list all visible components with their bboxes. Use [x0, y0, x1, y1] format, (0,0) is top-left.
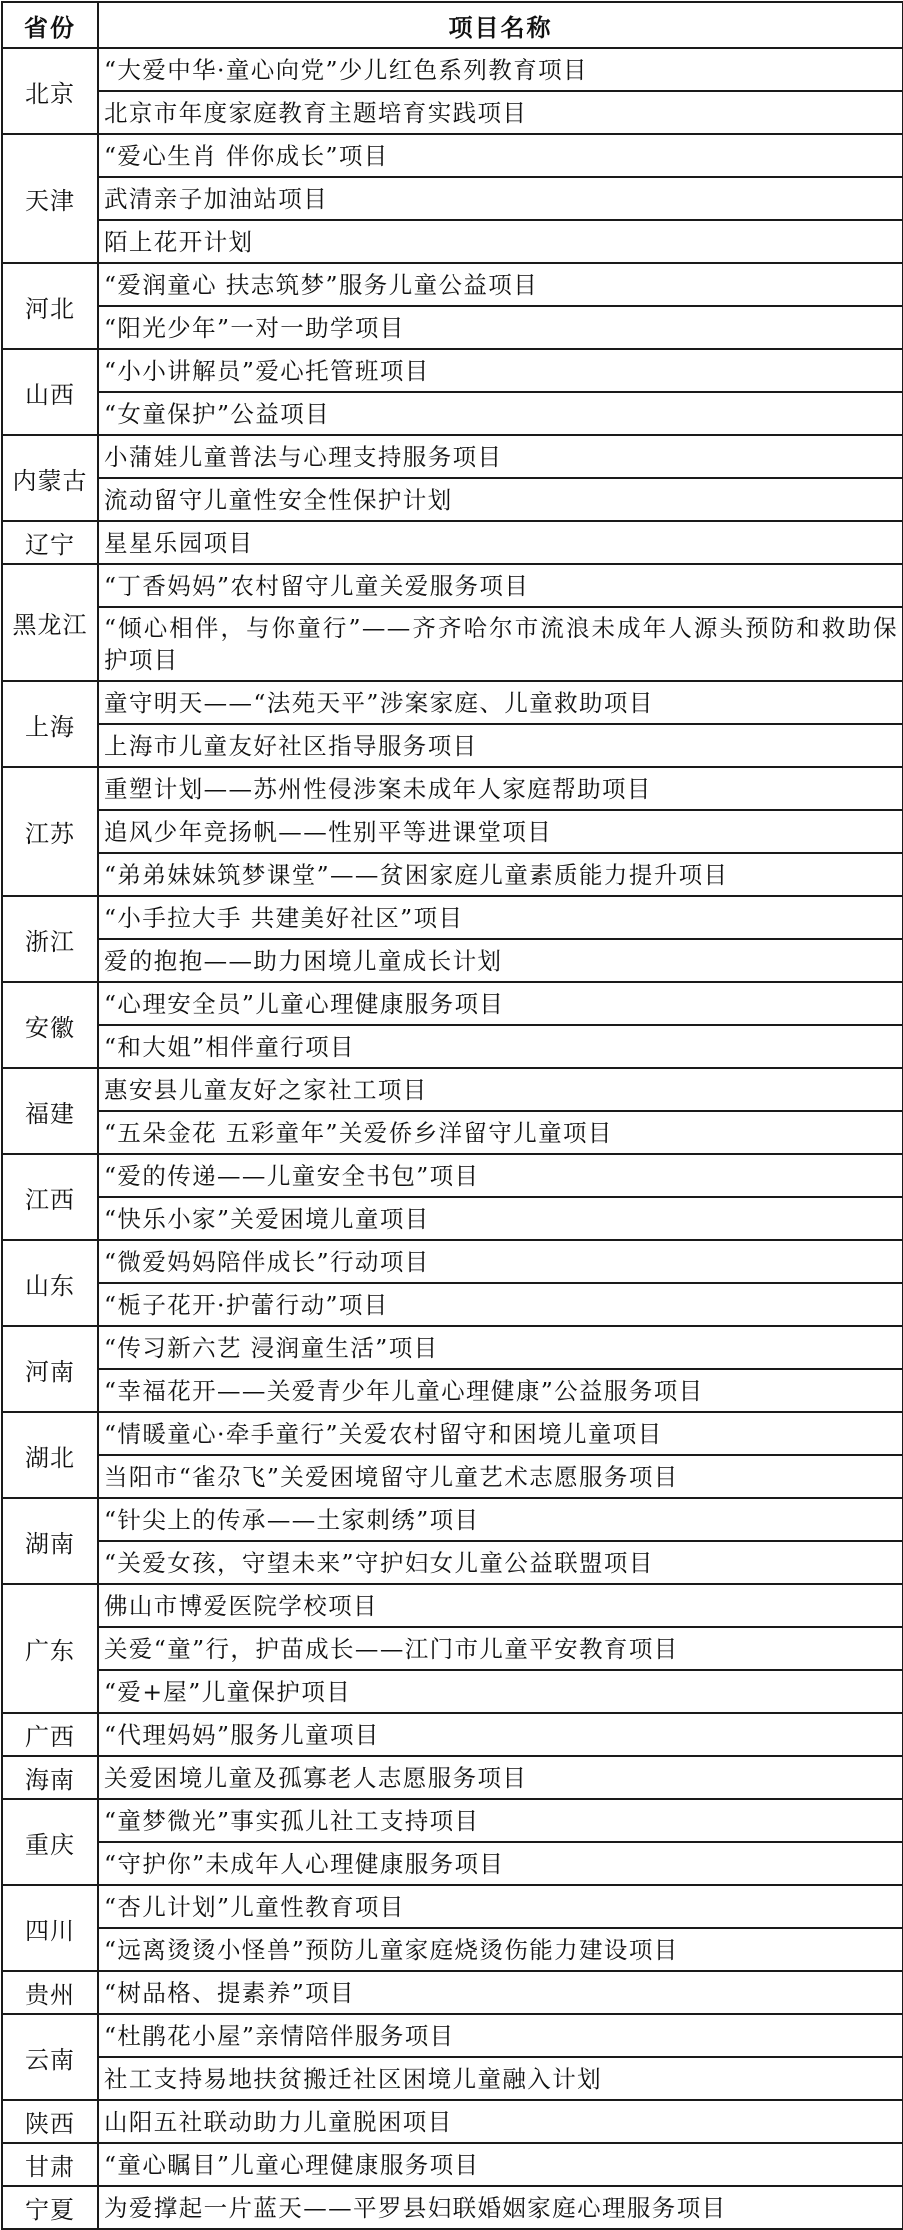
project-name-cell: “栀子花开·护蕾行动”项目: [98, 1283, 903, 1326]
project-name-cell: 当阳市“雀尕飞”关爱困境留守儿童艺术志愿服务项目: [98, 1455, 903, 1498]
table-row: [2, 896, 903, 939]
province-cell: 内蒙古: [2, 435, 98, 521]
project-name-cell: “和大姐”相伴童行项目: [98, 1025, 903, 1068]
project-name-cell: “爱的传递——儿童安全书包”项目: [98, 1154, 903, 1197]
province-cell: 陕西: [2, 2100, 98, 2143]
project-name-cell: “幸福花开——关爱青少年儿童心理健康”公益服务项目: [98, 1369, 903, 1412]
project-name-cell: “针尖上的传承——土家刺绣”项目: [98, 1498, 903, 1541]
project-name-cell: 流动留守儿童性安全性保护计划: [98, 478, 903, 521]
project-name-cell: 武清亲子加油站项目: [98, 177, 903, 220]
table-row: [2, 1326, 903, 1369]
table-row: [2, 1971, 903, 2014]
province-cell: 贵州: [2, 1971, 98, 2014]
province-cell: 山东: [2, 1240, 98, 1326]
project-name-cell: “倾心相伴，与你童行”——齐齐哈尔市流浪未成年人源头预防和救助保护项目: [98, 607, 903, 681]
project-name-cell: 童守明天——“法苑天平”涉案家庭、儿童救助项目: [98, 681, 903, 724]
header-row: [2, 2, 903, 48]
table-row: [2, 349, 903, 392]
project-name-cell: “树品格、提素养”项目: [98, 1971, 903, 2014]
province-cell: 湖南: [2, 1498, 98, 1584]
province-cell: 湖北: [2, 1412, 98, 1498]
province-cell: 宁夏: [2, 2186, 98, 2229]
table-row: [2, 853, 903, 896]
table-row: [2, 1283, 903, 1326]
table-row: [2, 2186, 903, 2229]
province-cell: 福建: [2, 1068, 98, 1154]
project-name-cell: 惠安县儿童友好之家社工项目: [98, 1068, 903, 1111]
project-name-cell: 山阳五社联动助力儿童脱困项目: [98, 2100, 903, 2143]
table-row: [2, 810, 903, 853]
project-name-cell: “弟弟妹妹筑梦课堂”——贫困家庭儿童素质能力提升项目: [98, 853, 903, 896]
province-cell: 河北: [2, 263, 98, 349]
table-row: [2, 1412, 903, 1455]
province-cell: 甘肃: [2, 2143, 98, 2186]
project-name-cell: “童梦微光”事实孤儿社工支持项目: [98, 1799, 903, 1842]
project-name-cell: “情暖童心·牵手童行”关爱农村留守和困境儿童项目: [98, 1412, 903, 1455]
province-cell: 重庆: [2, 1799, 98, 1885]
table-row: [2, 1369, 903, 1412]
province-cell: 四川: [2, 1885, 98, 1971]
table-header: [2, 2, 903, 48]
project-name-cell: “守护你”未成年人心理健康服务项目: [98, 1842, 903, 1885]
table-row: [2, 1756, 903, 1799]
project-name-cell: 佛山市博爱医院学校项目: [98, 1584, 903, 1627]
table-row: [2, 1842, 903, 1885]
project-name-cell: 为爱撑起一片蓝天——平罗县妇联婚姻家庭心理服务项目: [98, 2186, 903, 2229]
table-row: [2, 939, 903, 982]
table-row: [2, 2143, 903, 2186]
project-name-cell: 小蒲娃儿童普法与心理支持服务项目: [98, 435, 903, 478]
project-name-cell: 关爱“童”行，护苗成长——江门市儿童平安教育项目: [98, 1627, 903, 1670]
table-row: [2, 1627, 903, 1670]
province-cell: 海南: [2, 1756, 98, 1799]
header-project-name: 项目名称: [98, 2, 903, 48]
table-row: [2, 478, 903, 521]
project-name-cell: “丁香妈妈”农村留守儿童关爱服务项目: [98, 564, 903, 607]
project-name-cell: 追风少年竞扬帆——性别平等进课堂项目: [98, 810, 903, 853]
province-cell: 浙江: [2, 896, 98, 982]
project-name-cell: “微爱妈妈陪伴成长”行动项目: [98, 1240, 903, 1283]
project-name-cell: “小手拉大手 共建美好社区”项目: [98, 896, 903, 939]
project-name-cell: “杏儿计划”儿童性教育项目: [98, 1885, 903, 1928]
table-row: [2, 1928, 903, 1971]
project-name-cell: 社工支持易地扶贫搬迁社区困境儿童融入计划: [98, 2057, 903, 2100]
project-name-cell: “五朵金花 五彩童年”关爱侨乡洋留守儿童项目: [98, 1111, 903, 1154]
table-row: [2, 982, 903, 1025]
table-row: [2, 1498, 903, 1541]
table-row: [2, 392, 903, 435]
project-name-cell: “远离烫烫小怪兽”预防儿童家庭烧烫伤能力建设项目: [98, 1928, 903, 1971]
table-row: [2, 306, 903, 349]
province-cell: 黑龙江: [2, 564, 98, 681]
table-row: [2, 134, 903, 177]
project-name-cell: “爱润童心 扶志筑梦”服务儿童公益项目: [98, 263, 903, 306]
province-cell: 天津: [2, 134, 98, 263]
project-name-cell: “小小讲解员”爱心托管班项目: [98, 349, 903, 392]
table-row: [2, 1670, 903, 1713]
province-cell: 广东: [2, 1584, 98, 1713]
table-row: [2, 2100, 903, 2143]
table-row: [2, 1154, 903, 1197]
province-cell: 安徽: [2, 982, 98, 1068]
table-row: [2, 1713, 903, 1756]
province-cell: 河南: [2, 1326, 98, 1412]
table-body: [2, 48, 903, 2229]
table-row: [2, 2057, 903, 2100]
table-row: [2, 263, 903, 306]
table-row: [2, 681, 903, 724]
project-name-cell: “杜鹃花小屋”亲情陪伴服务项目: [98, 2014, 903, 2057]
table-row: [2, 1584, 903, 1627]
province-cell: 山西: [2, 349, 98, 435]
project-name-cell: “关爱女孩，守望未来”守护妇女儿童公益联盟项目: [98, 1541, 903, 1584]
project-name-cell: “传习新六艺 浸润童生活”项目: [98, 1326, 903, 1369]
project-name-cell: “心理安全员”儿童心理健康服务项目: [98, 982, 903, 1025]
project-name-cell: 北京市年度家庭教育主题培育实践项目: [98, 91, 903, 134]
project-name-cell: 关爱困境儿童及孤寡老人志愿服务项目: [98, 1756, 903, 1799]
project-name-cell: “童心瞩目”儿童心理健康服务项目: [98, 2143, 903, 2186]
table-row: [2, 220, 903, 263]
project-name-cell: “大爱中华·童心向党”少儿红色系列教育项目: [98, 48, 903, 91]
province-cell: 上海: [2, 681, 98, 767]
header-province: 省份: [2, 2, 98, 48]
table-row: [2, 767, 903, 810]
province-cell: 江苏: [2, 767, 98, 896]
table-row: [2, 1799, 903, 1842]
table-row: [2, 1025, 903, 1068]
province-cell: 北京: [2, 48, 98, 134]
table-row: [2, 1197, 903, 1240]
table-row: [2, 564, 903, 607]
table-row: [2, 1068, 903, 1111]
project-name-cell: 爱的抱抱——助力困境儿童成长计划: [98, 939, 903, 982]
table-row: [2, 91, 903, 134]
province-cell: 江西: [2, 1154, 98, 1240]
table-row: [2, 1111, 903, 1154]
table-row: [2, 1455, 903, 1498]
project-table: [1, 1, 903, 2230]
table-row: [2, 724, 903, 767]
project-name-cell: “快乐小家”关爱困境儿童项目: [98, 1197, 903, 1240]
project-name-cell: 星星乐园项目: [98, 521, 903, 564]
table-row: [2, 1240, 903, 1283]
project-name-cell: “阳光少年”一对一助学项目: [98, 306, 903, 349]
province-cell: 辽宁: [2, 521, 98, 564]
table-row: [2, 435, 903, 478]
table-row: [2, 607, 903, 681]
project-name-cell: “爱心生肖 伴你成长”项目: [98, 134, 903, 177]
table-row: [2, 177, 903, 220]
table-row: [2, 1541, 903, 1584]
project-name-cell: 重塑计划——苏州性侵涉案未成年人家庭帮助项目: [98, 767, 903, 810]
project-name-cell: 陌上花开计划: [98, 220, 903, 263]
table-row: [2, 2014, 903, 2057]
table-row: [2, 48, 903, 91]
project-name-cell: “爱+屋”儿童保护项目: [98, 1670, 903, 1713]
project-name-cell: 上海市儿童友好社区指导服务项目: [98, 724, 903, 767]
province-cell: 广西: [2, 1713, 98, 1756]
project-name-cell: “女童保护”公益项目: [98, 392, 903, 435]
table-row: [2, 1885, 903, 1928]
project-name-cell: “代理妈妈”服务儿童项目: [98, 1713, 903, 1756]
table-row: [2, 521, 903, 564]
province-cell: 云南: [2, 2014, 98, 2100]
